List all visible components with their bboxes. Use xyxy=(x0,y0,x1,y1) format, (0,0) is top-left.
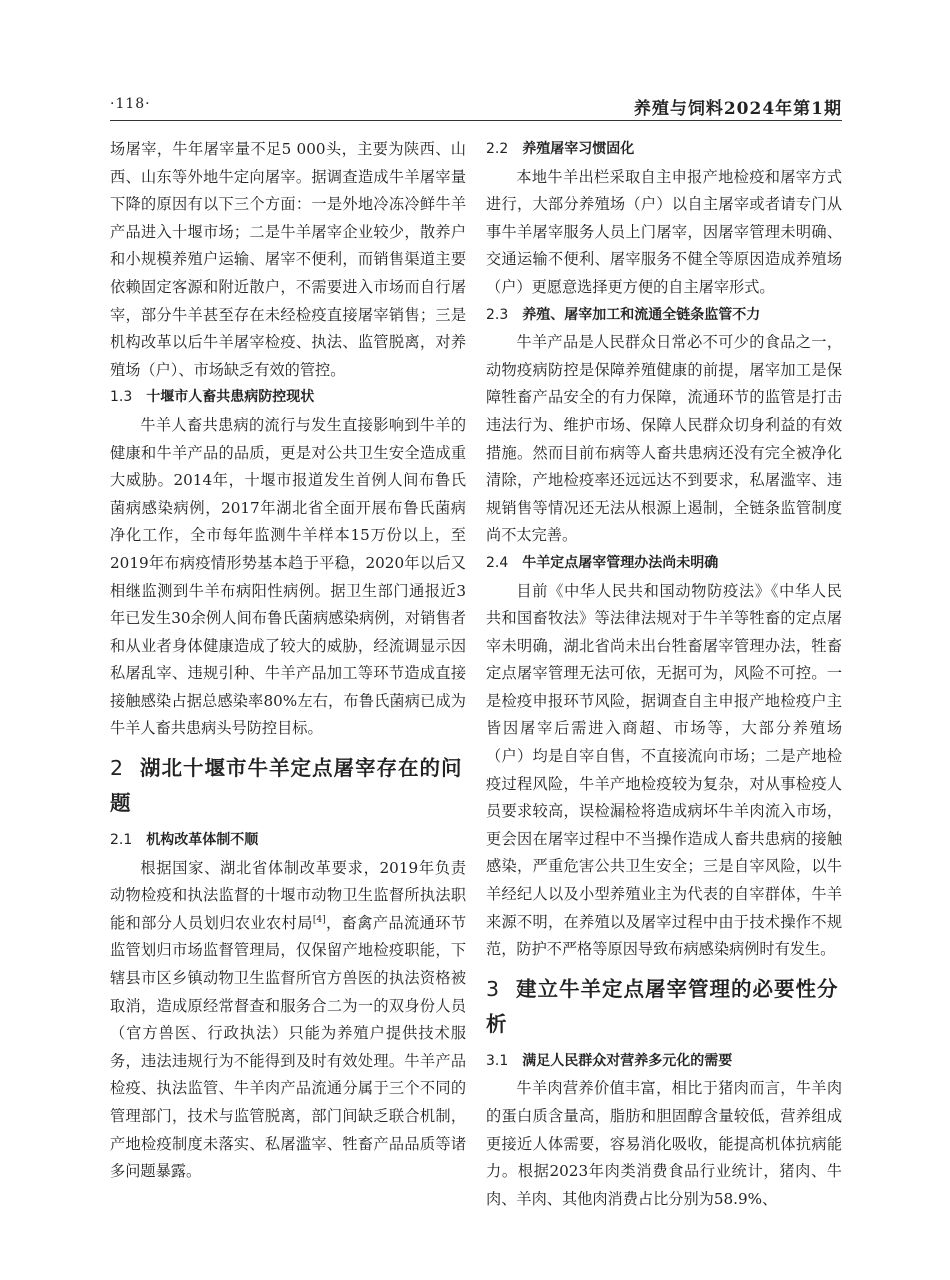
section-heading-2: 2 湖北十堰市牛羊定点屠宰存在的问题 xyxy=(110,756,463,816)
journal-title: 养殖与饲料2024年第1期 xyxy=(633,99,842,119)
paragraph-continued: 场屠宰，牛年屠宰量不足5 000头，主要为陕西、山西、山东等外地牛定向屠宰。据调查造成牛羊屠宰量下降的原因有以下三个方面：一是外地冷冻冷鲜牛羊产品进入十堰市场；二是牛羊屠宰企业较少，散养户和小规模养殖户运输、屠宰不便利，而销售渠道主要依赖固定客源和附近散户，不需要进入市场而自行屠宰，部分牛羊甚至存在未经检疫直接屠宰销售；三是机构改革以后牛羊屠宰检疫、执法、监管脱离，对养殖场（户）、市场缺乏有效的管控。 xyxy=(110,140,466,379)
paragraph-supervision: 牛羊产品是人民群众日常必不可少的食品之一，动物疫病防控是保障养殖健康的前提，屠宰加工是保障牲畜产品安全的有力保障，流通环节的监管是打击违法行为、维护市场、保障人民群众切身利益的有效措施。然而目前布病等人畜共患病还没有完全被净化清除，产地检疫率还远远达不到要求，私屠滥宰、违规销售等情况还无法从根源上遏制，全链条监管制度尚不太完善。 xyxy=(486,333,842,545)
paragraph-slaughter-habits: 本地牛羊出栏采取自主申报产地检疫和屠宰方式进行，大部分养殖场（户）以自主屠宰或者请专门从事牛羊屠宰服务人员上门屠宰，因屠宰管理未明确、交通运输不便利、屠宰服务不健全等原因造成养殖场（户）更愿意选择更方便的自主屠宰形式。 xyxy=(486,167,842,296)
page-header xyxy=(110,96,842,121)
section-heading-3: 3 建立牛羊定点屠宰管理的必要性分析 xyxy=(486,976,839,1036)
section-heading-2-4: 2.4 牛羊定点屠宰管理办法尚未明确 xyxy=(486,554,719,571)
section-heading-1-3: 1.3 十堰市人畜共患病防控现状 xyxy=(110,389,315,406)
right-column xyxy=(486,136,842,1213)
section-heading-2-2: 2.2 养殖屠宰习惯固化 xyxy=(486,141,635,157)
citation-ref: [4] xyxy=(312,914,326,925)
left-column xyxy=(110,136,466,1186)
page-number: ·118· xyxy=(110,96,151,112)
section-heading-2-3: 2.3 养殖、屠宰加工和流通全链条监管不力 xyxy=(486,306,761,323)
paragraph-nutrition: 牛羊肉营养价值丰富，相比于猪肉而言，牛羊肉的蛋白质含量高，脂肪和胆固醇含量较低，营养组成更接近人体需要，容易消化吸收，能提高机体抗病能力。根据2023年肉类消费食品行业统计，猪肉、牛肉、羊肉、其他肉消费占比分别为58.9%、 xyxy=(486,1079,842,1208)
paragraph-institutional-reform: 根据国家、湖北省体制改革要求，2019年负责动物检疫和执法监督的十堰市动物卫生监督所执法职能和部分人员划归农业农村局[4]，畜禽产品流通环节监管划归市场监督管理局，仅保留产地检疫职能，下辖县市区乡镇动物卫生监督所官方兽医的执法资格被取消，造成原经常督查和服务合二为一的双身份人员（官方兽医、行政执法）只能为养殖户提供技术服务，违法违规行为不能得到及时有效处理。牛羊产品检疫、执法监管、牛羊肉产品流通分属于三个不同的管理部门，技术与监管脱离，部门间缺乏联合机制，产地检疫制度未落实、私屠滥宰、牲畜产品品质等诸多问题暴露。 xyxy=(110,858,467,1181)
paragraph-management-measures: 目前《中华人民共和国动物防疫法》《中华人民共和国畜牧法》等法律法规对于牛羊等牲畜的定点屠宰未明确，湖北省尚未出台牲畜屠宰管理办法，牲畜定点屠宰管理无法可依，无据可为，风险不可控。一是检疫申报环节风险，据调查自主申报产地检疫户主皆因屠宰后需进入商超、市场等，大部分养殖场（户）均是自宰自售，不直接流向市场；二是产地检疫过程风险，牛羊产地检疫较为复杂，对从事检疫人员要求较高，误检漏检将造成病坏牛羊肉流入市场，更会因在屠宰过程中不当操作造成人畜共患病的接触感染，严重危害公共卫生安全；三是自宰风险，以牛羊经纪人以及小型养殖业主为代表的自宰群体，牛羊来源不明，在养殖以及屠宰过程中由于技术操作不规范，防护不严格等原因导致布病感染病例时有发生。 xyxy=(486,581,842,959)
paragraph-zoonosis: 牛羊人畜共患病的流行与发生直接影响到牛羊的健康和牛羊产品的品质，更是对公共卫生安全造成重大威胁。2014年，十堰市报道发生首例人间布鲁氏菌病感染病例，2017年湖北省全面开展布鲁氏菌病净化工作，全市每年监测牛羊样本15万份以上，至2019年布病疫情形势基本趋于平稳，2020年以后又相继监测到牛羊布病阳性病例。据卫生部门通报近3年已发生30余例人间布鲁氏菌病感染病例，对销售者和从业者身体健康造成了较大的威胁，经流调显示因私屠乱宰、违规引种、牛羊产品加工等环节造成直接接触感染占据总感染率80%左右，布鲁氏菌病已成为牛羊人畜共患病头号防控目标。 xyxy=(110,415,466,738)
section-heading-3-1: 3.1 满足人民群众对营养多元化的需要 xyxy=(486,1052,733,1069)
section-heading-2-1: 2.1 机构改革体制不顺 xyxy=(110,832,259,849)
